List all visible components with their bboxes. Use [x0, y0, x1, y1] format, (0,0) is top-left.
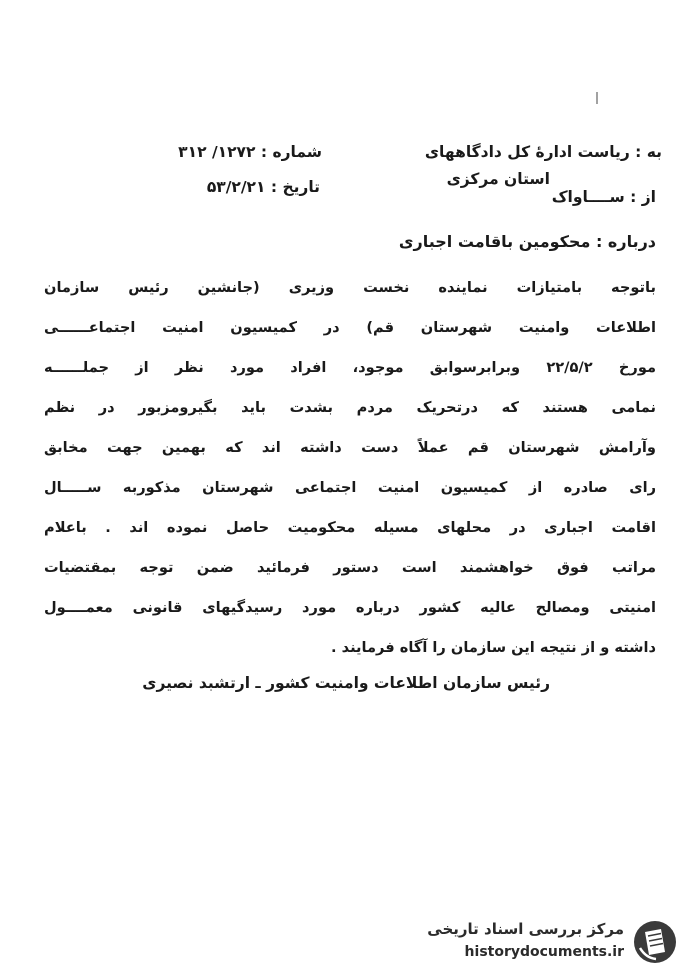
recipient-line: به : ریاست ادارهٔ کل دادگاههای: [424, 143, 662, 161]
body-line: مراتب فوق خواهشمند است دستور فرمائید ضمن توجه بمقتضیات: [44, 559, 656, 576]
letter-subject: درباره : محکومین باقامت اجباری: [398, 232, 656, 251]
scan-speck: [596, 92, 598, 104]
watermark-url: historydocuments.ir: [464, 944, 624, 960]
body-line: رای صادره از کمیسیون امنیت اجتماعی شهرستان مذکوربه ســـــال: [44, 479, 656, 496]
body-line: امنیتی ومصالح عالیه کشور درباره مورد رسیدگیهای قانونی معمــــول: [44, 599, 656, 616]
sender-line: از : ســــاواک: [551, 188, 656, 206]
letter-date: تاریخ : ۵۳/۲/۲۱: [206, 178, 320, 196]
body-line: وآرامش شهرستان قم عملاً دست داشته اند که بهمین جهت مخابق: [44, 439, 656, 456]
body-line: مورخ ۲۲/۵/۲ وبرابرسوابق موجود، افراد مورد نظر از جملــــــه: [44, 359, 656, 376]
letter-body: [44, 268, 656, 668]
signature-line: رئیس سازمان اطلاعات وامنیت کشور ـ ارتشبد نصیری: [142, 674, 550, 692]
body-line: داشته و از نتیجه این سازمان را آگاه فرمایند .: [331, 639, 656, 656]
body-line: نمامی هستند که درتحریک مردم بشدت باید بگیرومزبور در نظم: [44, 399, 656, 416]
body-line: اقامت اجباری در محلهای مسیله محکومیت حاصل نموده اند . باعلام: [44, 519, 656, 536]
recipient-province: استان مرکزی: [446, 170, 550, 188]
watermark: [392, 916, 682, 968]
body-line: اطلاعات وامنیت شهرستان قم) در کمیسیون امنیت اجتماعــــــی: [44, 319, 656, 336]
document-archive-logo-icon: [632, 918, 678, 966]
body-line: باتوجه بامتیازات نماینده نخست وزیری (جانشین رئیس سازمان: [44, 279, 656, 296]
watermark-title: مرکز بررسی اسناد تاریخی: [427, 920, 624, 938]
letter-number: شماره : ۱۲۷۲/ ۳۱۲: [178, 143, 322, 161]
